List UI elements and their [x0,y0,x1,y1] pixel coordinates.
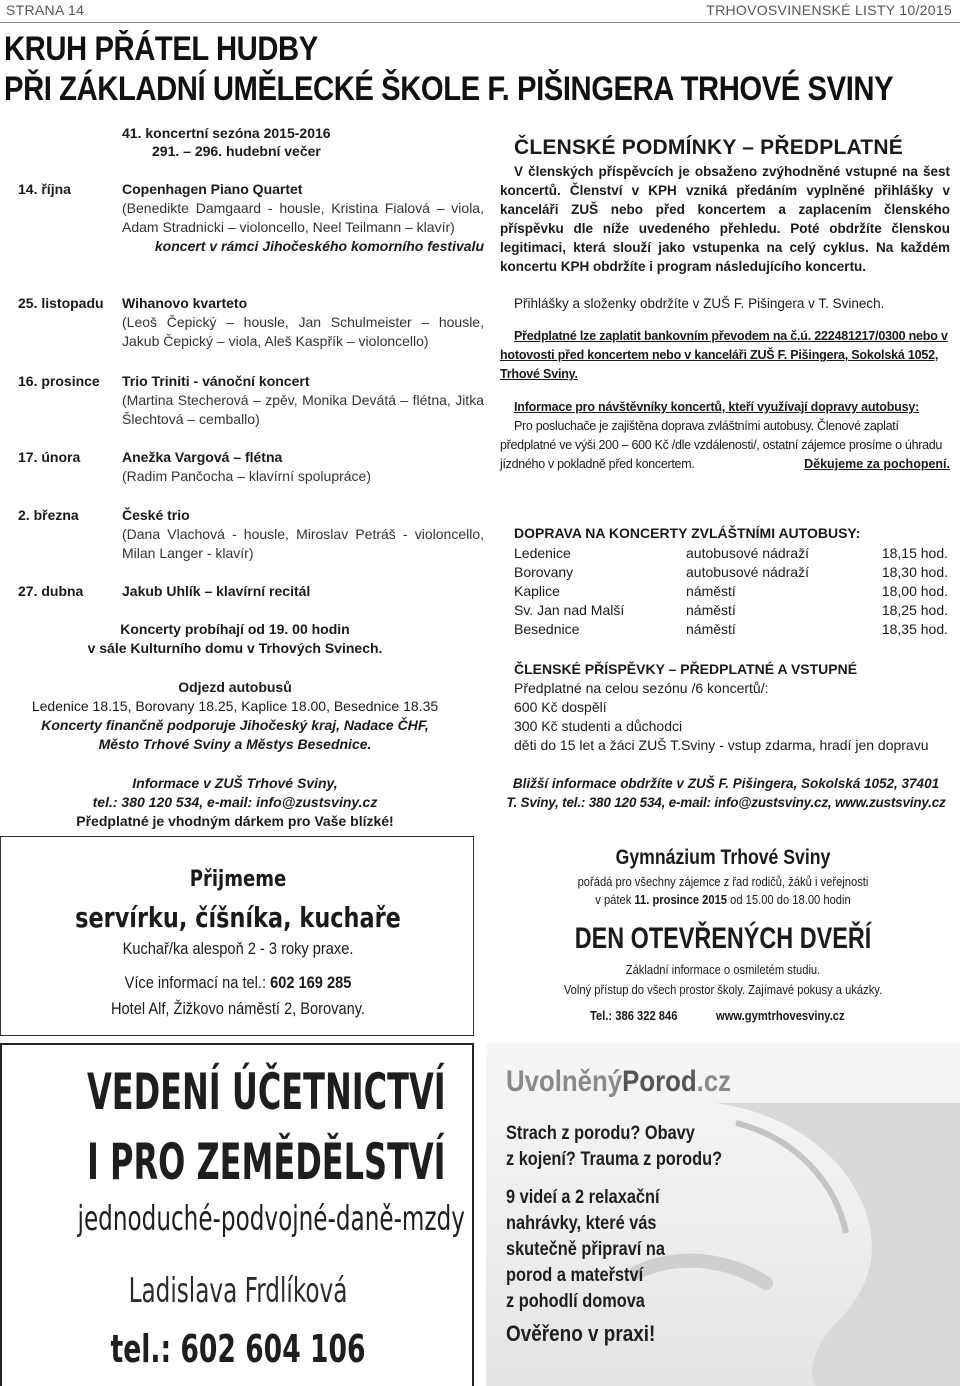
acc-line2: I PRO ZEMĚDĚLSTVÍ [86,1133,446,1191]
stop-place: náměstí [686,621,736,637]
more-info-line2: T. Sviny, tel.: 380 120 534, e-mail: info@zustsviny.cz, www.zustsviny.cz [506,795,946,810]
acc-phone: tel.: 602 604 106 [110,1327,366,1371]
event-1 [18,180,488,280]
birth-t5: z pohodlí domova [506,1291,645,1312]
bus-info-title: Informace pro návštěvníky koncertů, kteří využívají dopravy autobusy: [514,400,920,414]
event-name: Trio Triniti - vánoční koncert [122,373,310,389]
stop-time: 18,30 hod. [881,564,948,580]
season-label: 41. koncertní sezóna 2015-2016 [122,125,331,141]
event-desc: (Benedikte Damgaard - housle, Kristina Fialová – viola, Adam Stradnicki – violoncello, Neel Teilmann – klavír) [122,200,484,235]
stop-place: náměstí [686,602,736,618]
bus-info-text: Pro posluchače je zajištěna doprava zvláštními autobusy. Členové zaplatí předplatné ve výši 200 – 600 Kč /dle vzdálenosti/, ostatní zájemce prosíme o úhradu jízdného v pokladně před koncertem. [500,419,943,471]
event-note: koncert v rámci Jihočeského komorního festivalu [154,238,484,254]
acc-line3: jednoduché-podvojné-daně-mzdy [77,1199,465,1239]
event-desc: (Leoš Čepický – housle, Jan Schulmeister – housle, Jakub Čepický – viola, Aleš Kaspřík – violoncello) [122,314,484,349]
logo-part1: Uvolněný [506,1065,623,1098]
stop-place: autobusové nádraží [686,545,809,561]
venue-line2: v sále Kulturního domu v Trhových Svinech. [87,640,383,656]
membership-payment: Předplatné lze zaplatit bankovním převodem na č.ú. 222481217/0300 nebo v hotovosti před koncertem nebo v kanceláři ZUŠ F. Pišingera, Sokolská 1052, Trhové Sviny. [500,329,948,381]
stop-name: Sv. Jan nad Malší [514,602,625,618]
page-title-line1: KRUH PŘÁTEL HUDBY [4,30,318,68]
bus-title: Odjezd autobusů [178,679,292,695]
fees-line4: děti do 15 let a žáci ZUŠ T.Sviny - vstup zdarma, hradí jen dopravu [514,737,929,753]
birth-q2: z kojení? Trauma z porodu? [506,1149,723,1170]
logo-part3: .cz [696,1065,732,1098]
event-date: 2. března [18,507,79,523]
stop-time: 18,35 hod. [881,621,948,637]
birth-cta: Ověřeno v praxi! [506,1321,656,1346]
table-row [514,563,950,582]
page-title-line2: PŘI ZÁKLADNÍ UMĚLECKÉ ŠKOLE F. PIŠINGERA TRHOVÉ SVINY [4,70,894,108]
birth-q1: Strach z porodu? Obavy [506,1123,695,1144]
job-ad-phone: 602 169 285 [270,973,352,992]
event-date: 14. října [18,181,71,197]
event-date: 17. února [18,449,81,465]
gym-line1: pořádá pro všechny zájemce z řad rodičů, žáků i veřejnosti [577,874,869,889]
gym-date: 11. prosince 2015 [634,892,728,907]
stop-time: 18,15 hod. [881,545,948,561]
info-line3: Předplatné je vhodným dárkem pro Vaše blízké! [76,813,394,829]
gym-line3: Základní informace o osmiletém studiu. [625,962,821,977]
event-name: Copenhagen Piano Quartet [122,181,303,197]
table-row [514,582,950,601]
more-info-line1: Bližší informace obdržíte v ZUŠ F. Pišingera, Sokolská 1052, 37401 [512,776,940,791]
bus-times: Ledenice 18.15, Borovany 18.25, Kaplice 18.00, Besednice 18.35 [31,698,439,714]
fees-line1: Předplatné na celou sezónu /6 koncertů/: [514,680,769,696]
fees-section [514,660,954,755]
fees-title: ČLENSKÉ PŘÍSPĚVKY – PŘEDPLATNÉ A VSTUPNÉ [514,661,858,677]
event-name: České trio [122,507,190,523]
event-desc: (Martina Stecherová – zpěv, Monika Devátá – flétna, Jitka Šlechtová – cemballo) [122,392,484,427]
accounting-ad [0,1043,474,1386]
logo-part2: Porod [622,1065,697,1098]
stop-name: Kaplice [514,583,560,599]
stop-place: autobusové nádraží [686,564,809,580]
venue-line1: Koncerty probíhají od 19. 00 hodin [120,621,350,637]
gym-time: od 15.00 do 18.00 hodin [727,892,851,907]
membership-section [500,136,950,474]
header-divider [0,22,960,23]
stop-time: 18,25 hod. [881,602,948,618]
event-desc: (Radim Pančocha – klavírní spolupráce) [122,468,372,484]
table-row [514,544,950,563]
gym-ad [486,836,960,1036]
event-4 [18,448,488,488]
info-line1: Informace v ZUŠ Trhové Sviny, [132,775,338,791]
gym-line4: Volný přístup do všech prostor školy. Zajímavé pokusy a ukázky. [563,982,883,997]
more-info [500,774,952,812]
gym-title: Gymnázium Trhové Sviny [615,846,831,869]
event-date: 25. listopadu [18,295,104,311]
job-ad-line5: Hotel Alf, Žižkovo náměstí 2, Borovany. [110,999,366,1018]
table-row [514,620,950,639]
event-5 [18,506,488,566]
birth-t4: porod a mateřství [506,1265,644,1286]
job-ad-line1: Přijmeme [189,867,287,892]
job-ad-line4 [34,973,442,993]
thanks: Děkujeme za pochopení. [804,457,950,471]
stop-time: 18,00 hod. [881,583,948,599]
transport-table [514,544,950,639]
venue-info [0,620,470,658]
support-line1: Koncerty finančně podporuje Jihočeský kraj, Nadace ČHF, [41,717,429,733]
stop-name: Besednice [514,621,580,637]
fees-line2: 600 Kč dospělí [514,699,607,715]
event-3 [18,372,488,432]
event-name: Anežka Vargová – flétna [122,449,283,465]
page-number: STRANA 14 [6,2,85,18]
acc-line1: VEDENÍ ÚČETNICTVÍ [86,1063,446,1121]
birth-text [506,1185,665,1315]
table-row [514,601,950,620]
birth-t1: 9 videí a 2 relaxační [506,1187,660,1208]
membership-text: V členských příspěvcích je obsaženo zvýhodněné vstupné na šest koncertů. Členství v KPH vzniká předáním vyplněné přihlášky v kanceláři ZUŠ nebo před koncertem a zaplacením členského příspěvku dle níže uvedeného přehledu. Poté obdržíte členskou legitimaci, která slouží jako vstupenka na celý cyklus. Na každém koncertu KPH obdržíte i program následujícího koncertu. [500,164,950,274]
evenings-label: 291. – 296. hudební večer [152,143,321,159]
event-6 [18,582,488,604]
stop-place: náměstí [686,583,736,599]
job-ad [0,836,474,1036]
event-2 [18,294,488,354]
acc-name: Ladislava Frdlíková [128,1271,348,1311]
gym-web: www.gymtrhovesviny.cz [716,1008,845,1023]
birth-ad [486,1043,960,1386]
job-ad-line3: Kuchař/ka alespoň 2 - 3 roky praxe. [122,939,354,958]
birth-questions [506,1121,722,1173]
event-desc: (Dana Vlachová - housle, Miroslav Petráš - violoncello, Milan Langer - klavír) [122,526,484,561]
job-ad-phone-label: Více informací na tel.: [124,973,271,992]
event-name: Jakub Uhlík – klavírní recitál [122,583,311,599]
gym-phone: Tel.: 386 322 846 [590,1008,678,1023]
fees-line3: 300 Kč studenti a důchodci [514,718,683,734]
event-date: 16. prosince [18,373,100,389]
birth-t3: skutečně připraví na [506,1239,665,1260]
transport-title: DOPRAVA NA KONCERTY ZVLÁŠTNÍMI AUTOBUSY: [514,525,861,541]
event-date: 27. dubna [18,583,84,599]
birth-t2: nahrávky, které vás [506,1213,657,1234]
membership-forms: Přihlášky a složenky obdržíte v ZUŠ F. Pišingera v T. Svinech. [514,296,885,311]
birth-logo [506,1065,731,1099]
stop-name: Borovany [514,564,574,580]
stop-name: Ledenice [514,545,571,561]
support-line2: Město Trhové Sviny a Městys Besednice. [98,736,372,752]
gym-date-label: v pátek [595,892,635,907]
contact-info [0,774,470,831]
event-name: Wihanovo kvarteto [122,295,248,311]
membership-title: ČLENSKÉ PODMÍNKY – PŘEDPLATNÉ [514,136,903,159]
info-line2: tel.: 380 120 534, e-mail: info@zustsviny.cz [92,794,378,810]
gym-line2 [519,892,927,907]
job-ad-line2: servírku, číšníka, kuchaře [75,901,401,934]
gym-headline: DEN OTEVŘENÝCH DVEŘÍ [574,922,872,955]
season-info [122,124,331,160]
bus-departure [0,678,470,754]
publication-name: TRHOVOSVINENSKÉ LISTY 10/2015 [706,2,952,18]
